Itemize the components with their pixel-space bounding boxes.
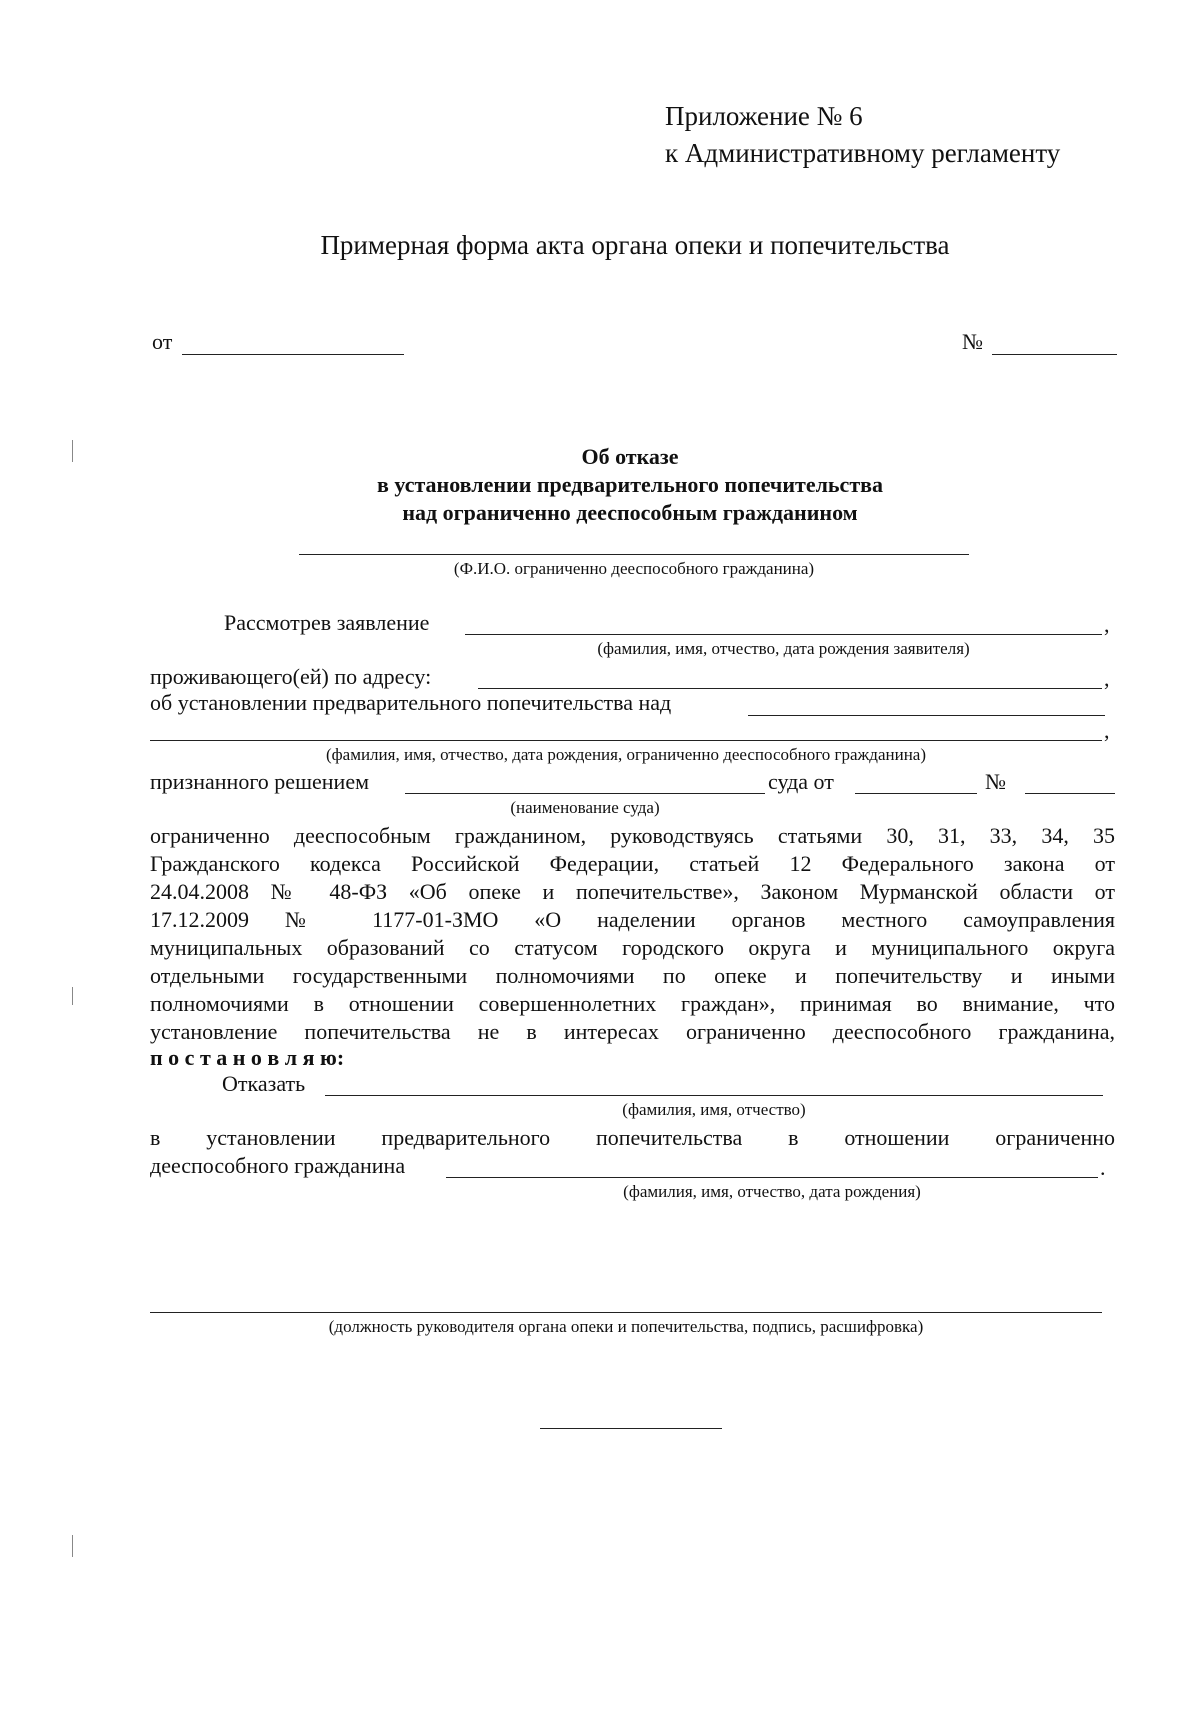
citizen-period: . xyxy=(1100,1155,1106,1180)
court-number-label: № xyxy=(985,769,1006,794)
considered-comma: , xyxy=(1104,612,1110,637)
ward-comma: , xyxy=(1104,718,1110,743)
scan-margin-mark xyxy=(72,987,73,1005)
address-label: проживающего(ей) по адресу: xyxy=(150,664,432,689)
ward-hint: (фамилия, имя, отчество, дата рождения, ограниченно дееспособного гражданина) xyxy=(325,745,926,764)
date-field[interactable] xyxy=(182,354,404,355)
closing-separator xyxy=(540,1428,722,1429)
fio-field[interactable] xyxy=(299,554,969,555)
applicant-hint: (фамилия, имя, отчество, дата рождения заявителя) xyxy=(597,639,970,658)
number-prefix: № xyxy=(962,329,983,354)
subject-line-3: над ограниченно дееспособным гражданином xyxy=(402,500,858,525)
address-comma: , xyxy=(1104,666,1110,691)
paragraph-line: отдельными государственными полномочиями по опеке и попечительству и иными xyxy=(150,963,1115,988)
scan-margin-mark xyxy=(72,440,73,462)
paragraph-line: установление попечительства не в интересах ограниченно дееспособного гражданина, xyxy=(150,1019,1115,1044)
paragraph-line: муниципальных образований со статусом городского округа и муниципального округа xyxy=(150,935,1115,960)
subject-line-2: в установлении предварительного попечительства xyxy=(376,472,884,497)
citizen-label: дееспособного гражданина xyxy=(150,1153,406,1178)
paragraph-line: ограниченно дееспособным гражданином, руководствуясь статьями 30, 31, 33, 34, 35 xyxy=(150,823,1115,848)
decree-label: п о с т а н о в л я ю: xyxy=(150,1045,345,1070)
appendix-regulation: к Административному регламенту xyxy=(665,138,1061,168)
date-prefix: от xyxy=(152,329,173,354)
applicant-field[interactable] xyxy=(465,634,1102,635)
ward-field-2[interactable] xyxy=(150,740,1102,741)
refuse-label: Отказать xyxy=(222,1071,306,1096)
recognized-label: признанного решением xyxy=(150,769,370,794)
establish-label: об установлении предварительного попечительства над xyxy=(150,690,672,715)
appendix-number: Приложение № 6 xyxy=(665,101,863,131)
citizen-field[interactable] xyxy=(446,1177,1098,1178)
citizen-hint: (фамилия, имя, отчество, дата рождения) xyxy=(623,1182,921,1201)
paragraph-line: 17.12.2009 № 1177-01-ЗМО «О наделении органов местного самоуправления xyxy=(150,907,1115,932)
scan-margin-mark xyxy=(72,1535,73,1557)
court-name-field[interactable] xyxy=(405,793,765,794)
ward-field-1[interactable] xyxy=(748,715,1105,716)
paragraph-line: 24.04.2008 № 48-ФЗ «Об опеке и попечительстве», Законом Мурманской области от xyxy=(150,879,1115,904)
address-field[interactable] xyxy=(478,688,1102,689)
form-title: Примерная форма акта органа опеки и попечительства xyxy=(320,230,950,260)
refuse-hint: (фамилия, имя, отчество) xyxy=(622,1100,806,1119)
court-number-field[interactable] xyxy=(1025,793,1115,794)
paragraph-line: Гражданского кодекса Российской Федерации, статьей 12 Федерального закона от xyxy=(150,851,1115,876)
court-date-field[interactable] xyxy=(855,793,977,794)
fio-hint: (Ф.И.О. ограниченно дееспособного гражданина) xyxy=(453,559,815,578)
refusal-line: в установлении предварительного попечительства в отношении ограниченно xyxy=(150,1125,1115,1150)
number-field[interactable] xyxy=(992,354,1117,355)
signature-field[interactable] xyxy=(150,1312,1102,1313)
paragraph-line: полномочиями в отношении совершеннолетних граждан», принимая во внимание, что xyxy=(150,991,1115,1016)
court-label: суда от xyxy=(768,769,834,794)
refuse-person-field[interactable] xyxy=(325,1095,1103,1096)
considered-label: Рассмотрев заявление xyxy=(224,610,430,635)
signature-hint: (должность руководителя органа опеки и попечительства, подпись, расшифровка) xyxy=(328,1317,924,1336)
subject-line-1: Об отказе xyxy=(581,444,679,469)
court-hint: (наименование суда) xyxy=(510,798,660,817)
